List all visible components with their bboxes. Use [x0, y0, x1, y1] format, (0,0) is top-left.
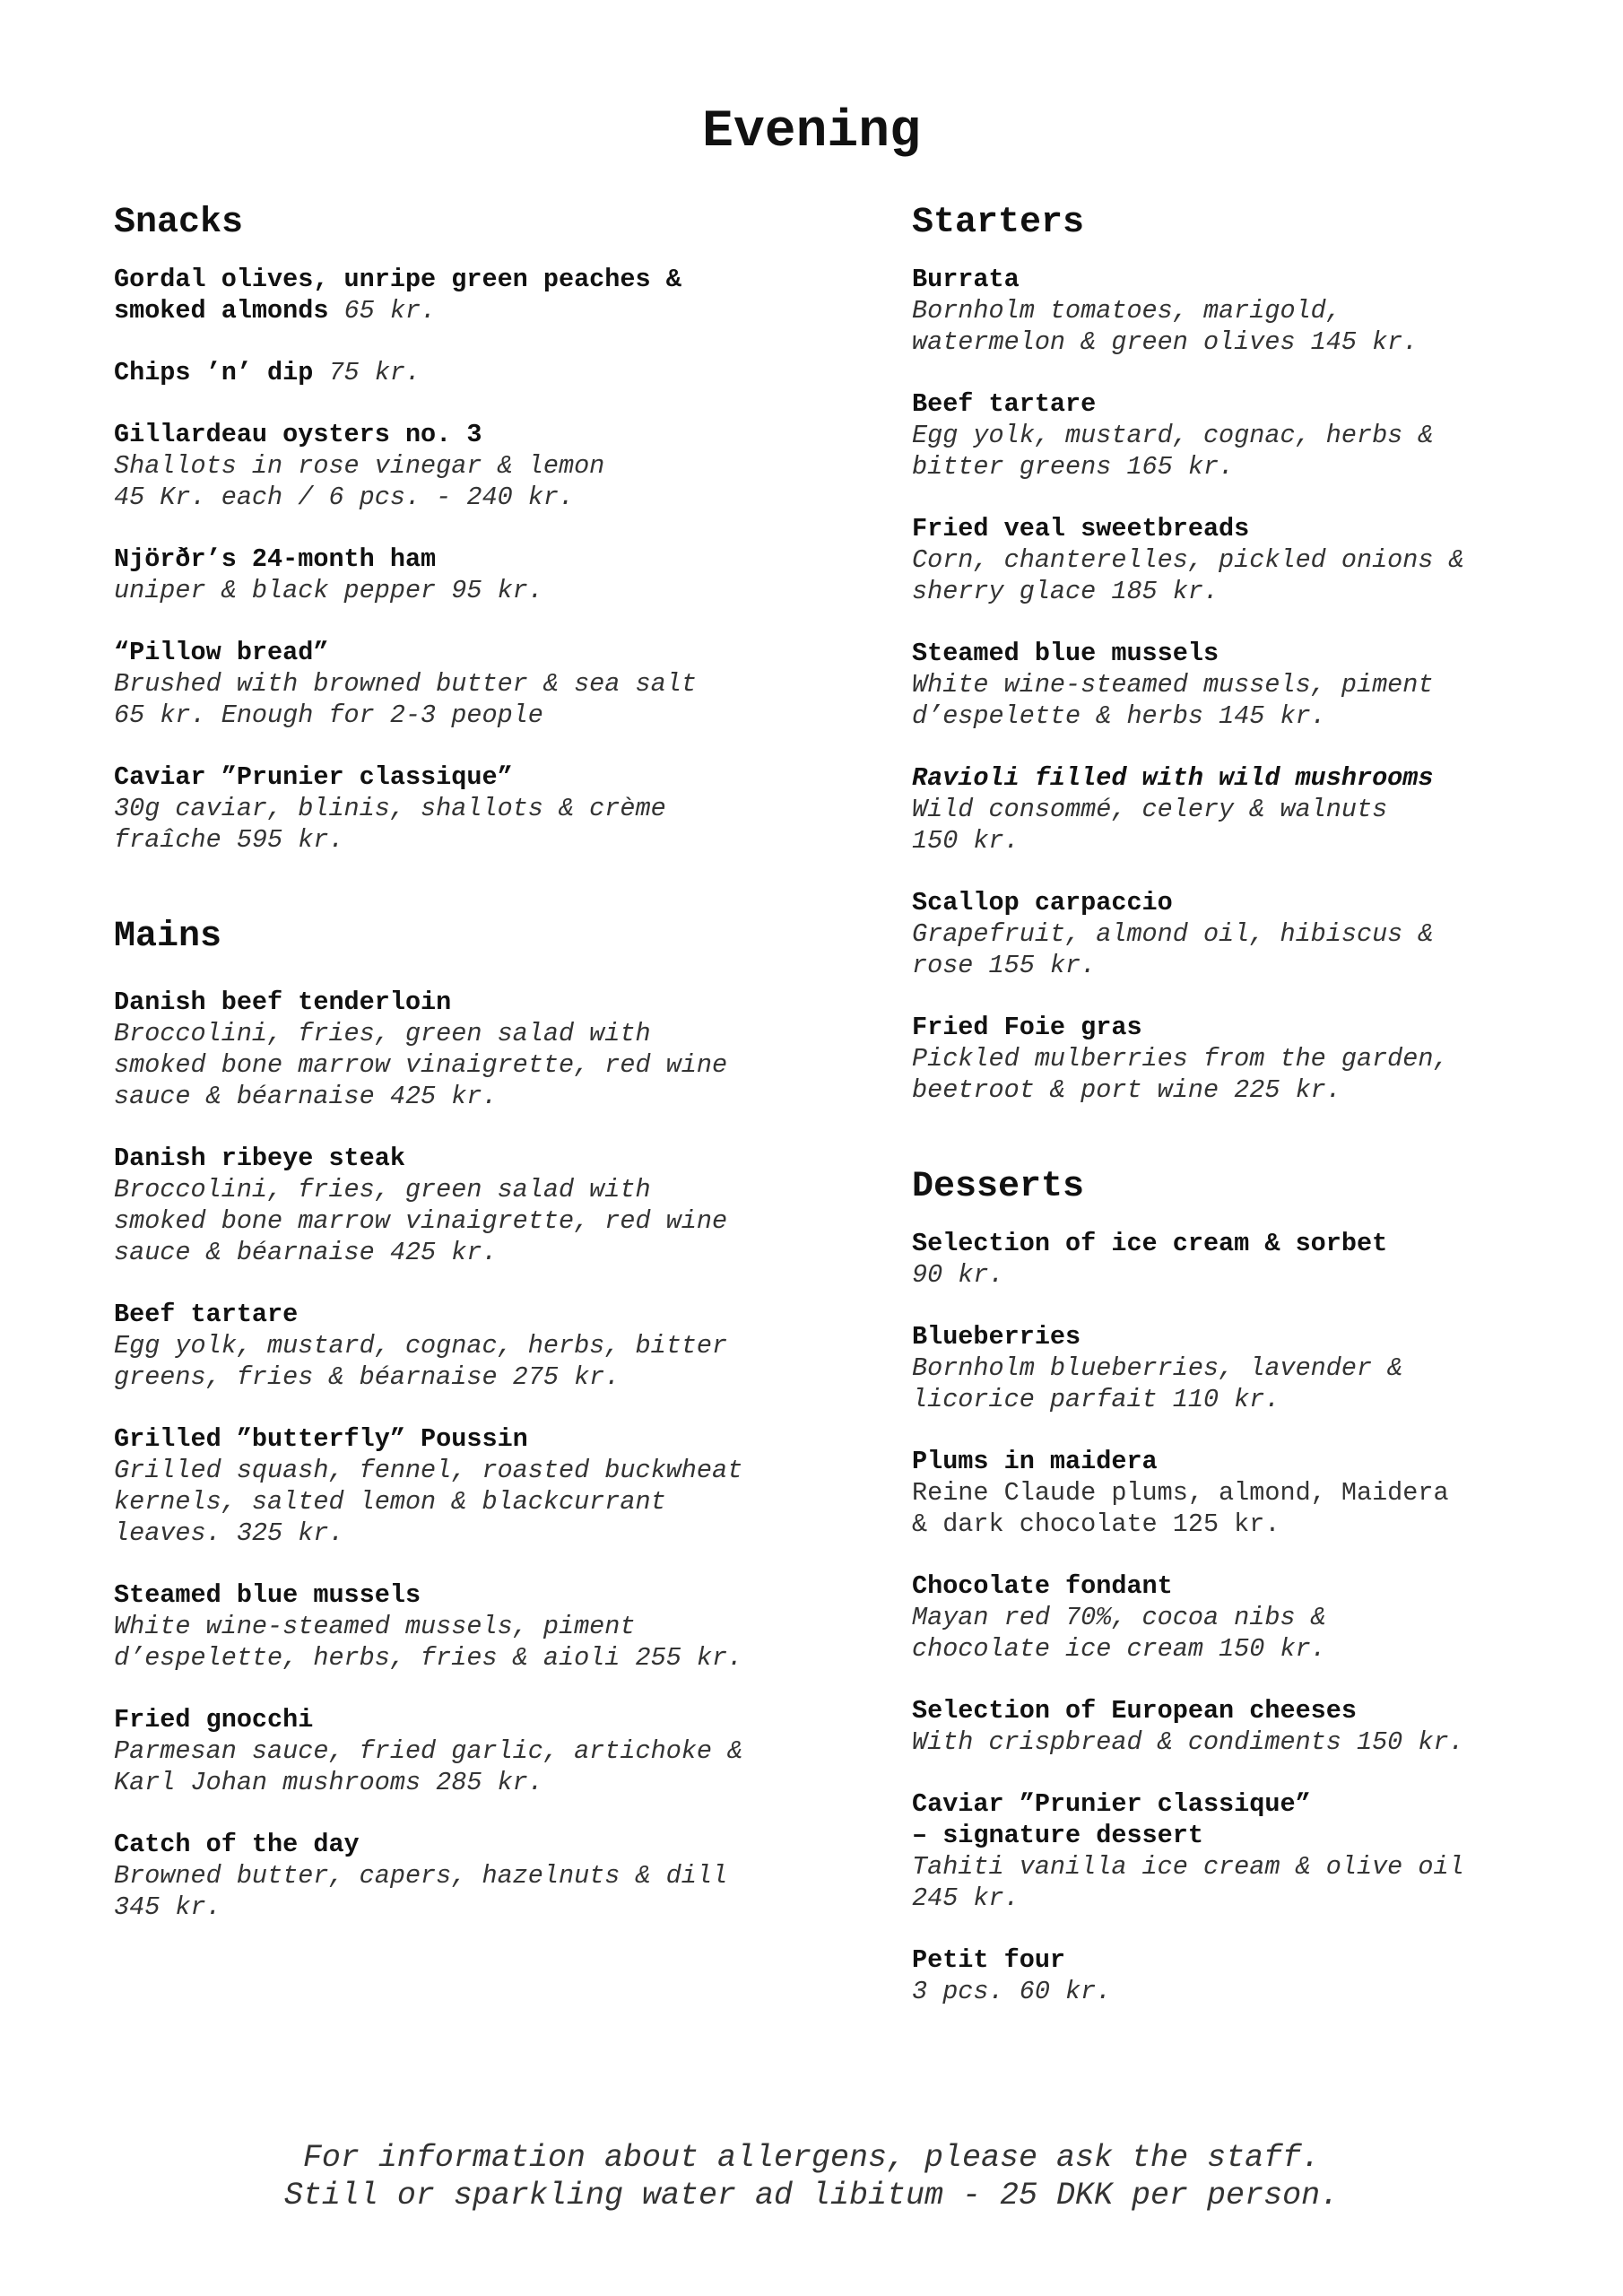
- menu-item: [912, 513, 1593, 607]
- item-description: Tahiti vanilla ice cream & olive oil 245 kr.: [912, 1852, 1464, 1913]
- menu-item: [912, 1228, 1593, 1291]
- item-name: Gordal olives, unripe green peaches & smoked almonds: [114, 265, 681, 326]
- item-description: Egg yolk, mustard, cognac, herbs & bitter greens 165 kr.: [912, 421, 1434, 482]
- section-heading-mains: Mains: [114, 917, 222, 957]
- item-name: Steamed blue mussels: [912, 639, 1219, 668]
- item-description: Grapefruit, almond oil, hibiscus & rose 155 kr.: [912, 919, 1434, 980]
- item-description: 3 pcs. 60 kr.: [912, 1977, 1112, 2006]
- item-description: 90 kr.: [912, 1260, 1004, 1290]
- item-name: Gillardeau oysters no. 3: [114, 420, 482, 449]
- item-name: Ravioli filled with wild mushrooms: [912, 763, 1434, 793]
- item-name: “Pillow bread”: [114, 638, 329, 667]
- item-name: Grilled ”butterfly” Poussin: [114, 1424, 528, 1454]
- item-description: Brushed with browned butter & sea salt 65 kr. Enough for 2-3 people: [114, 669, 697, 730]
- menu-item: [912, 1012, 1593, 1106]
- menu-item: [114, 357, 822, 388]
- item-description: White wine-steamed mussels, piment d’espelette & herbs 145 kr.: [912, 670, 1434, 731]
- item-description: Wild consommé, celery & walnuts 150 kr.: [912, 795, 1388, 856]
- menu-item: [114, 544, 822, 606]
- menu-item: [912, 1570, 1593, 1665]
- item-name: Fried veal sweetbreads: [912, 514, 1250, 544]
- item-description: Browned butter, capers, hazelnuts & dill 345 kr.: [114, 1861, 728, 1922]
- menu-item: [114, 419, 822, 513]
- menu-item: [114, 1423, 822, 1549]
- item-description: Egg yolk, mustard, cognac, herbs, bitter greens, fries & béarnaise 275 kr.: [114, 1331, 728, 1392]
- item-name: Catch of the day: [114, 1830, 360, 1859]
- right-column: [912, 201, 1593, 2007]
- footer-allergen-note: For information about allergens, please ask the staff.: [302, 2140, 1321, 2176]
- menu-item: [114, 264, 822, 326]
- item-description: Mayan red 70%, cocoa nibs & chocolate ice cream 150 kr.: [912, 1603, 1326, 1664]
- item-description: Broccolini, fries, green salad with smoked bone marrow vinaigrette, red wine sauce & béarnaise 425 kr.: [114, 1019, 728, 1111]
- item-name: Scallop carpaccio: [912, 888, 1173, 918]
- item-description: Reine Claude plums, almond, Maidera & dark chocolate 125 kr.: [912, 1478, 1449, 1539]
- item-description: Grilled squash, fennel, roasted buckwheat kernels, salted lemon & blackcurrant leaves. 325 kr.: [114, 1456, 743, 1548]
- section-heading-starters: Starters: [912, 203, 1085, 243]
- item-description: Broccolini, fries, green salad with smoked bone marrow vinaigrette, red wine sauce & béarnaise 425 kr.: [114, 1175, 728, 1267]
- menu-item: [912, 388, 1593, 483]
- footer-note: [0, 2139, 1623, 2214]
- item-name: Selection of European cheeses: [912, 1696, 1357, 1726]
- menu-item: [912, 264, 1593, 358]
- item-name: Danish beef tenderloin: [114, 987, 452, 1017]
- menu-item: [912, 762, 1593, 857]
- menu-item: [114, 1579, 822, 1674]
- left-column: [114, 201, 822, 1923]
- item-description: Bornholm tomatoes, marigold, watermelon & green olives 145 kr.: [912, 296, 1419, 357]
- item-description: White wine-steamed mussels, piment d’espelette, herbs, fries & aioli 255 kr.: [114, 1612, 743, 1673]
- menu-item: [912, 887, 1593, 981]
- item-name: Steamed blue mussels: [114, 1580, 421, 1610]
- item-name: Petit four: [912, 1945, 1066, 1975]
- item-name: Plums in maidera: [912, 1447, 1158, 1476]
- page-title: Evening: [702, 103, 921, 161]
- item-description: Parmesan sauce, fried garlic, artichoke & Karl Johan mushrooms 285 kr.: [114, 1736, 743, 1797]
- item-name: Caviar ”Prunier classique”: [114, 762, 513, 792]
- footer-water-note: Still or sparkling water ad libitum - 25 DKK per person.: [283, 2178, 1340, 2213]
- item-description: uniper & black pepper 95 kr.: [114, 576, 543, 605]
- menu-item: [912, 1321, 1593, 1415]
- item-description: With crispbread & condiments 150 kr.: [912, 1727, 1464, 1757]
- menu-item: [912, 1944, 1593, 2007]
- item-price: 65 kr.: [343, 296, 437, 326]
- item-description: 30g caviar, blinis, shallots & crème fraîche 595 kr.: [114, 794, 666, 855]
- item-name: Beef tartare: [912, 389, 1097, 419]
- menu-item: [114, 1143, 822, 1268]
- item-name: Chocolate fondant: [912, 1571, 1173, 1601]
- menu-item: [114, 637, 822, 731]
- item-name: Fried Foie gras: [912, 1013, 1142, 1042]
- menu-item: [912, 1695, 1593, 1758]
- item-name: Fried gnocchi: [114, 1705, 314, 1735]
- item-name: Burrata: [912, 265, 1020, 294]
- item-name: Danish ribeye steak: [114, 1144, 405, 1173]
- menu-item: [114, 987, 822, 1112]
- item-name: Selection of ice cream & sorbet: [912, 1229, 1388, 1258]
- item-name: Beef tartare: [114, 1300, 299, 1329]
- menu-item: [114, 761, 822, 856]
- section-heading-snacks: Snacks: [114, 203, 244, 243]
- menu-item: [114, 1299, 822, 1393]
- item-description: Bornholm blueberries, lavender & licorice parfait 110 kr.: [912, 1353, 1403, 1414]
- menu-item: [114, 1829, 822, 1923]
- item-description: Shallots in rose vinegar & lemon 45 Kr. each / 6 pcs. - 240 kr.: [114, 451, 605, 512]
- item-name: Caviar ”Prunier classique” – signature dessert: [912, 1789, 1311, 1850]
- menu-item: [912, 1788, 1593, 1914]
- menu-item: [912, 638, 1593, 732]
- item-name: Chips ’n’ dip: [114, 358, 314, 387]
- menu-item: [912, 1446, 1593, 1540]
- item-description: Pickled mulberries from the garden, beetroot & port wine 225 kr.: [912, 1044, 1449, 1105]
- menu-item: [114, 1704, 822, 1798]
- item-price: 75 kr.: [328, 358, 421, 387]
- item-name: Blueberries: [912, 1322, 1081, 1352]
- item-description: Corn, chanterelles, pickled onions & sherry glace 185 kr.: [912, 545, 1464, 606]
- item-name: Njörðr’s 24-month ham: [114, 544, 437, 574]
- section-heading-desserts: Desserts: [912, 1167, 1085, 1207]
